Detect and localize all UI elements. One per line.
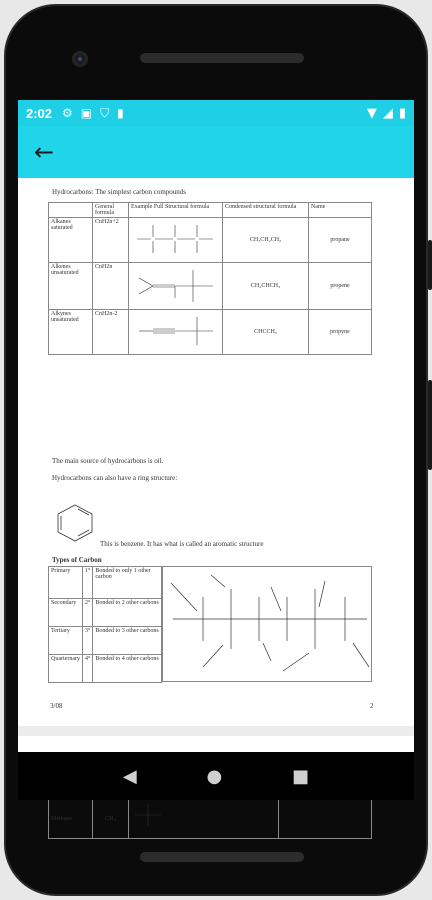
row-name: propyne (309, 310, 372, 355)
status-bar (18, 100, 414, 126)
table-row (49, 599, 162, 627)
notification-icon: ▣ (80, 106, 93, 120)
type-desc: Bonded to 4 other carbons (93, 655, 162, 683)
table-row (49, 799, 372, 839)
document-view[interactable] (18, 178, 414, 822)
table-row (49, 627, 162, 655)
row-formula: CnH2n (93, 263, 129, 310)
row-formula: CnH2n+2 (93, 218, 129, 263)
app-bar (18, 126, 414, 178)
propane-structure-image (129, 218, 223, 263)
type-order: 1° (82, 567, 92, 599)
row-name: propane (309, 218, 372, 263)
oil-text: The main source of hydrocarbons is oil. (52, 457, 164, 465)
screen (18, 100, 414, 822)
table-header (49, 203, 93, 218)
row-name: Methane (49, 799, 93, 839)
type-name: Tertiary (49, 627, 83, 655)
sd-card-icon: ▮ (117, 106, 124, 120)
ring-text: Hydrocarbons can also have a ring structure: (52, 474, 178, 482)
page-footer-left: 3/08 (50, 702, 63, 710)
doc-heading: Hydrocarbons: The simplest carbon compounds (52, 188, 187, 196)
settings-icon: ⚙ (62, 106, 73, 120)
type-desc: Bonded to only 1 other carbon (93, 567, 162, 599)
benzene-text: This is benzene. It has what is called an aromatic structure (100, 540, 264, 548)
table-header: Example Full Structural formula (129, 203, 223, 218)
propene-structure-image (129, 263, 223, 310)
signal-icon: ◢ (382, 105, 393, 121)
table-row (49, 218, 372, 263)
volume-button (428, 240, 432, 290)
row-name: propene (309, 263, 372, 310)
row-condensed: CH₃CH₂CH₃ (223, 218, 309, 263)
table-row (49, 567, 162, 599)
type-desc: Bonded to 3 other carbons (93, 627, 162, 655)
types-heading: Types of Carbon (52, 556, 102, 564)
type-name: Secondary (49, 599, 83, 627)
benzene-ring-image (50, 500, 100, 546)
table-header: General formula (93, 203, 129, 218)
row-type: Alkenes unsaturated (49, 263, 93, 310)
front-camera (72, 51, 88, 67)
table-row (49, 310, 372, 355)
battery-icon: ▮ (398, 105, 406, 121)
power-button (428, 380, 432, 470)
top-speaker (140, 53, 304, 63)
type-name: Quarternary (49, 655, 83, 683)
row-uses (279, 799, 372, 839)
row-type: Alkanes saturated (49, 218, 93, 263)
table-row (49, 263, 372, 310)
table-header: Name (309, 203, 372, 218)
bottom-speaker (140, 852, 304, 862)
page-number: 2 (370, 702, 374, 710)
wifi-icon: ▼ (366, 105, 377, 121)
page-separator (18, 726, 414, 736)
type-desc: Bonded to 2 other carbons (93, 599, 162, 627)
table-header: Condensed structural formula (223, 203, 309, 218)
methane-structure-image (129, 799, 279, 839)
status-time: 2:02 (26, 105, 53, 121)
type-order: 4° (82, 655, 92, 683)
carbon-chain-diagram (162, 566, 372, 682)
shield-icon: ⛉ (100, 105, 110, 120)
nav-home-icon[interactable]: ● (206, 765, 223, 787)
propyne-structure-image (129, 310, 223, 355)
type-order: 3° (82, 627, 92, 655)
back-arrow-icon[interactable]: ← (34, 138, 55, 166)
row-formula: CH₄ (93, 799, 129, 839)
carbon-types-table (48, 566, 162, 683)
nav-back-icon[interactable]: ◀ (122, 765, 137, 787)
nav-recents-icon[interactable]: ■ (292, 765, 310, 787)
row-condensed: CHCCH₃ (223, 310, 309, 355)
table-header-row (49, 203, 372, 218)
row-formula: CnH2n-2 (93, 310, 129, 355)
type-order: 2° (82, 599, 92, 627)
navigation-bar (18, 752, 414, 800)
row-type: Alkynes unsaturated (49, 310, 93, 355)
hydrocarbon-table (48, 202, 372, 355)
row-condensed: CH₂CHCH₃ (223, 263, 309, 310)
table-row (49, 655, 162, 683)
type-name: Primary (49, 567, 83, 599)
